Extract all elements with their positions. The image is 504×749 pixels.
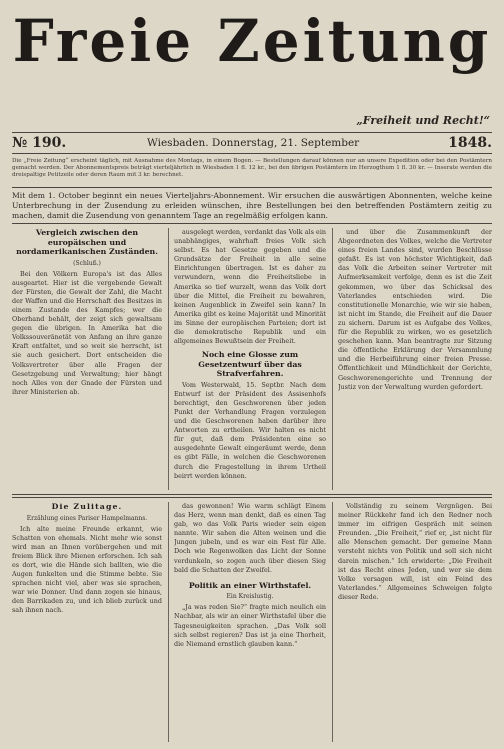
feuilleton-text: Ich alte meine Freunde erkannt, wie Schatten von ehemals. Nicht mehr wie sonst wird man an Ihnen vorübergehen und mit freiem Blick ihre Mienen erforschen. Ich sah es dort, wie die Hände sich ballten, wie die Augen funkelten und die Stimme bebte. Sie sprachen nicht viel, aber was sie sprachen, war wie Donner. Und dann zogen sie hinaus, den Barrikaden zu, und ich blieb zurück und sah ihnen nach. (12, 524, 162, 615)
subscription-announcement: Mit dem 1. October beginnt ein neues Vierteljahrs-Abonnement. Wir ersuchen die auswärtigen Abonnenten, welche keine Unterbrechung in der Zusendung zu erleiden wünschen, ihre Bestellungen bei den betreffenden Postämtern zeitig zu machen, damit die Zusendung von genanntem Tage an regelmäßig erfolgen kann. (12, 191, 492, 220)
dateline (12, 134, 492, 152)
column-3 (338, 228, 492, 490)
column-2 (174, 228, 326, 490)
article-subheading: (Schluß.) (73, 259, 101, 267)
subscription-notice: Die „Freie Zeitung“ erscheint täglich, mit Ausnahme des Montags, in einem Bogen. — Bestellungen darauf können nur an unsere Expedition oder bei den Postämtern gemacht werden. Der Abonnementspreis beträgt vierteljährlich in Wiesbaden 1 fl. 12 kr., bei den übrigen Postämtern im Herzogthum 1 fl. 30 kr. — Inserate werden die dreispaltige Petitzeile oder deren Raum mit 3 kr. berechnet. (12, 158, 492, 178)
column-divider (168, 502, 169, 742)
article-text: und über die Zusammenkunft der Abgeordneten des Volkes, welche die Vertreter eines freien Landes sind, wurden Beschlüsse gefaßt. Es ist von höchster Wichtigkeit, daß das Volk die Arbeiten seiner Vertreter mit Aufmerksamkeit verfolge, denn es ist die Zeit gekommen, wo über das Schicksal des Vaterlandes entschieden wird. Die constitutionelle Monarchie, wie wir sie haben, ist nicht im Stande, die Freiheit auf die Dauer zu sichern. Darum ist es Aufgabe des Volkes, für die Republik zu wirken, wo es gesetzlich geschehen kann. Man beantragte zur Sitzung die öffentliche Erklärung der Versammlung und die Herbeiführung einer freien Presse. Öffentlichkeit und Mündlichkeit der Gerichte, Geschworenengerichte und Trennung der Justiz von der Verwaltung wurden gefordert. (338, 228, 492, 391)
column-divider (332, 228, 333, 490)
feuilleton-subheading: Erzählung eines Pariser Hampelmanns. (26, 514, 148, 522)
column-divider (168, 228, 169, 490)
issue-year: 1848. (448, 135, 492, 151)
article-text: Vollständig zu seinem Vergnügen. Bei meiner Rückkehr fand ich den Redner noch immer im eifrigen Gespräch mit seinen Freunden. „Die Freiheit,“ rief er, „ist nicht für alle Menschen gemacht. Der gemeine Mann versteht nichts von Politik und soll sich nicht darein mischen.“ Ich erwiderte: „Die Freiheit ist das Recht eines Jeden, und wer sie dem Volke versagen will, ist ein Feind des Vaterlandes.“ Allgemeines Schweigen folgte dieser Rede. (338, 502, 492, 601)
article-text: „Ja was reden Sie?“ fragte mich neulich ein Nachbar, als wir an einer Wirthstafel über die Tagesneuigkeiten sprachen. „Das Volk soll sich selbst regieren? Das ist ja eine Thorheit, die Niemand ernstlich glauben kann.“ (174, 603, 326, 648)
article-text: Bei den Völkern Europa's ist das Alles ausgeartet. Hier ist die vergebende Gewalt der Fürsten, die Gewalt der Zahl, die Macht der Waffen und die Herrschaft des Besitzes in einem Zustande des Kampfes; wer die Oberhand behält, der zeigt sich gewaltsam gegen die übrigen. In Amerika hat die Volkssouveränetät von Anfang an ihre ganze Kraft entfaltet, und so weit sie herrscht, ist sie auch gesichert. Dort entscheiden die Volksvertreter über alle Fragen der Gesetzgebung und Verwaltung; hier hängt noch Alles von der Gnade der Fürsten und ihrer Ministerien ab. (12, 269, 162, 396)
article-text: Vom Westerwald, 15. Septbr. Nach dem Entwurf ist der Präsident des Assisenhofs berechtigt, den Geschworenen über jeden Punkt der Verhandlung Fragen vorzulegen und die Geschworenen haben darüber ihre Antworten zu ertheilen. Wir halten es nicht für gut, daß dem Präsidenten eine so ausgedehnte Gewalt eingeräumt werde, denn es gibt Fälle, in welchen die Geschworenen durch die Fragestellung in ihrem Urtheil beirrt werden können. (174, 380, 326, 480)
top-rule (12, 132, 492, 133)
place-date: Wiesbaden. Donnerstag, 21. September (147, 137, 360, 149)
feuilleton-rule (12, 497, 492, 498)
column-divider (332, 502, 333, 742)
feuilleton-column-2 (174, 502, 326, 742)
dateline-rule (12, 153, 492, 154)
masthead-title: Freie Zeitung (12, 7, 492, 75)
feuilleton-heading: Die Zulitage. (51, 502, 123, 511)
feuilleton-column-1 (12, 502, 162, 742)
article-text: ausgelegt werden, verdankt das Volk als ein unabhängiges, wahrhaft freies Volk sich selbst. Es hat Gesetze gegeben und die Grundsätze der Freiheit in alle seine Einrichtungen übertragen. Ist es daher zu verwundern, wenn die Freiheitsliebe in Amerika so tief wurzelt, wenn das Volk dort über die Mittel, die Freiheit zu bewahren, keinen Augenblick in Zweifel sein kann? In Amerika gibt es keine Majorität und Minorität im Sinne der europäischen Parteien; dort ist die demokratische Republik und ein allgemeines Bewußtsein der Freiheit. (174, 228, 326, 346)
article-heading-politik: Politik an einer Wirthstafel. (188, 580, 312, 590)
article-heading-comparison: Vergleich zwischen den europäischen und nordamerikanischen Zuständen. (16, 228, 158, 256)
feuilleton-column-3 (338, 502, 492, 742)
masthead-motto: „Freiheit und Recht!“ (356, 114, 490, 127)
article-heading-glosse: Noch eine Glosse zum Gesetzentwurf über das Strafverfahren. (198, 350, 302, 379)
issue-number: № 190. (12, 135, 67, 151)
article-subheading: Ein Kreislustig. (226, 593, 274, 601)
notice-rule (12, 187, 492, 188)
announce-rule (12, 223, 492, 224)
column-1 (12, 228, 162, 490)
feuilleton-rule (12, 494, 492, 495)
feuilleton-text: das gewonnen! Wie warm schlägt Einem das Herz, wenn man denkt, daß es einen Tag gab, wo das Volk Paris wieder sein eigen nannte. Wir sahen die Alten weinen und die Jungen jubeln, und es war ein Fest für Alle. Doch wie Regenwolken das Licht der Sonne verdunkeln, so zogen auch über diesen Sieg bald die Schatten der Zweifel. (174, 502, 326, 574)
